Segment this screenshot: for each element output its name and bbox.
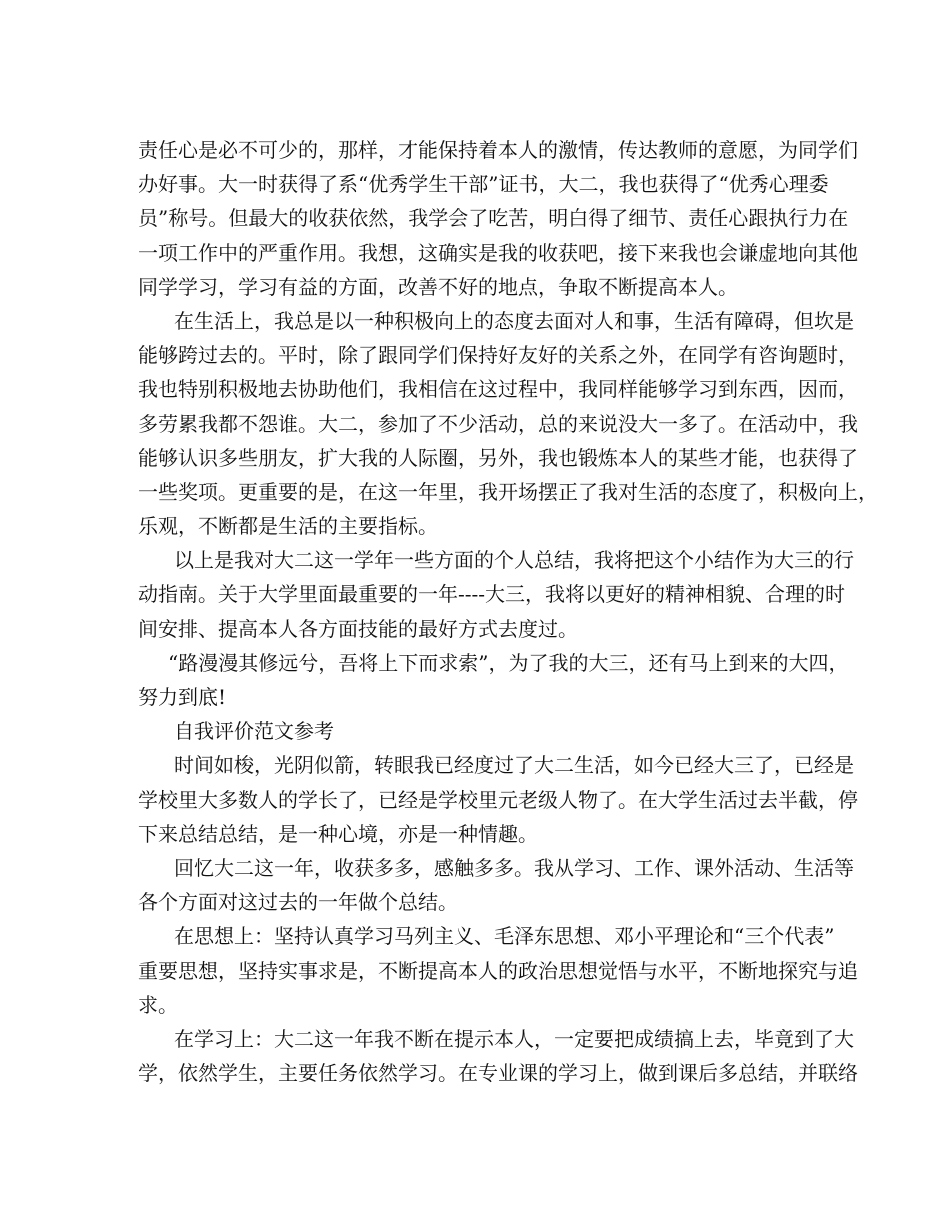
text-line: 多劳累我都不怨谁。大二，参加了不少活动，总的来说没大一多了。在活动中，我 <box>138 411 858 436</box>
text-line: 自我评价范文参考 <box>174 719 334 744</box>
text-line: 能够跨过去的。平时，除了跟同学们保持好友好的关系之外，在同学有咨询题时， <box>138 343 858 368</box>
text-line: 在思想上：坚持认真学习马列主义、毛泽东思想、邓小平理论和“三个代表” <box>174 924 835 949</box>
text-line: 乐观，不断都是生活的主要指标。 <box>138 514 438 539</box>
text-line: 在学习上：大二这一年我不断在提示本人，一定要把成绩搞上去，毕竟到了大 <box>174 1026 854 1051</box>
text-line: 间安排、提高本人各方面技能的最好方式去度过。 <box>138 616 578 641</box>
text-line: “路漫漫其修远兮，吾将上下而求索”，为了我的大三，还有马上到来的大四， <box>168 650 849 675</box>
text-line: 能够认识多些朋友，扩大我的人际圈，另外，我也锻炼本人的某些才能，也获得了 <box>138 445 858 470</box>
text-line: 在生活上，我总是以一种积极向上的态度去面对人和事，生活有障碍，但坎是 <box>174 308 854 333</box>
text-line: 以上是我对大二这一学年一些方面的个人总结，我将把这个小结作为大三的行 <box>174 548 854 573</box>
text-line: 努力到底! <box>138 685 227 709</box>
text-line: 学，依然学生，主要任务依然学习。在专业课的学习上，做到课后多总结，并联络 <box>138 1061 858 1086</box>
text-line: 一项工作中的严重作用。我想，这确实是我的收获吧，接下来我也会谦虚地向其他 <box>138 240 858 265</box>
text-line: 一些奖项。更重要的是，在这一年里，我开场摆正了我对生活的态度了，积极向上， <box>138 479 878 504</box>
text-line: 下来总结总结，是一种心境，亦是一种情趣。 <box>138 821 538 846</box>
text-line: 各个方面对这过去的一年做个总结。 <box>138 890 458 915</box>
text-line: 责任心是必不可少的，那样，才能保持着本人的激情，传达教师的意愿，为同学们 <box>138 138 858 162</box>
text-line: 办好事。大一时获得了系“优秀学生干部”证书，大二，我也获得了“优秀心理委 <box>138 172 829 197</box>
text-line: 同学学习，学习有益的方面，改善不好的地点，争取不断提高本人。 <box>138 274 738 299</box>
text-line: 员”称号。但最大的收获依然，我学会了吃苦，明白得了细节、责任心跟执行力在 <box>138 206 849 231</box>
text-line: 重要思想，坚持实事求是，不断提高本人的政治思想觉悟与水平，不断地探究与追 <box>138 958 858 983</box>
text-line: 求。 <box>138 992 178 1017</box>
text-line: 我也特别积极地去协助他们，我相信在这过程中，我同样能够学习到东西，因而， <box>138 377 858 402</box>
document-body <box>138 133 878 1090</box>
text-line: 时间如梭，光阴似箭，转眼我已经度过了大二生活，如今已经大三了，已经是 <box>174 753 854 778</box>
text-line: 动指南。关于大学里面最重要的一年----大三，我将以更好的精神相貌、合理的时 <box>138 582 846 607</box>
text-line: 学校里大多数人的学长了，已经是学校里元老级人物了。在大学生活过去半截，停 <box>138 787 858 812</box>
text-line: 回忆大二这一年，收获多多，感触多多。我从学习、工作、课外活动、生活等 <box>174 855 854 880</box>
